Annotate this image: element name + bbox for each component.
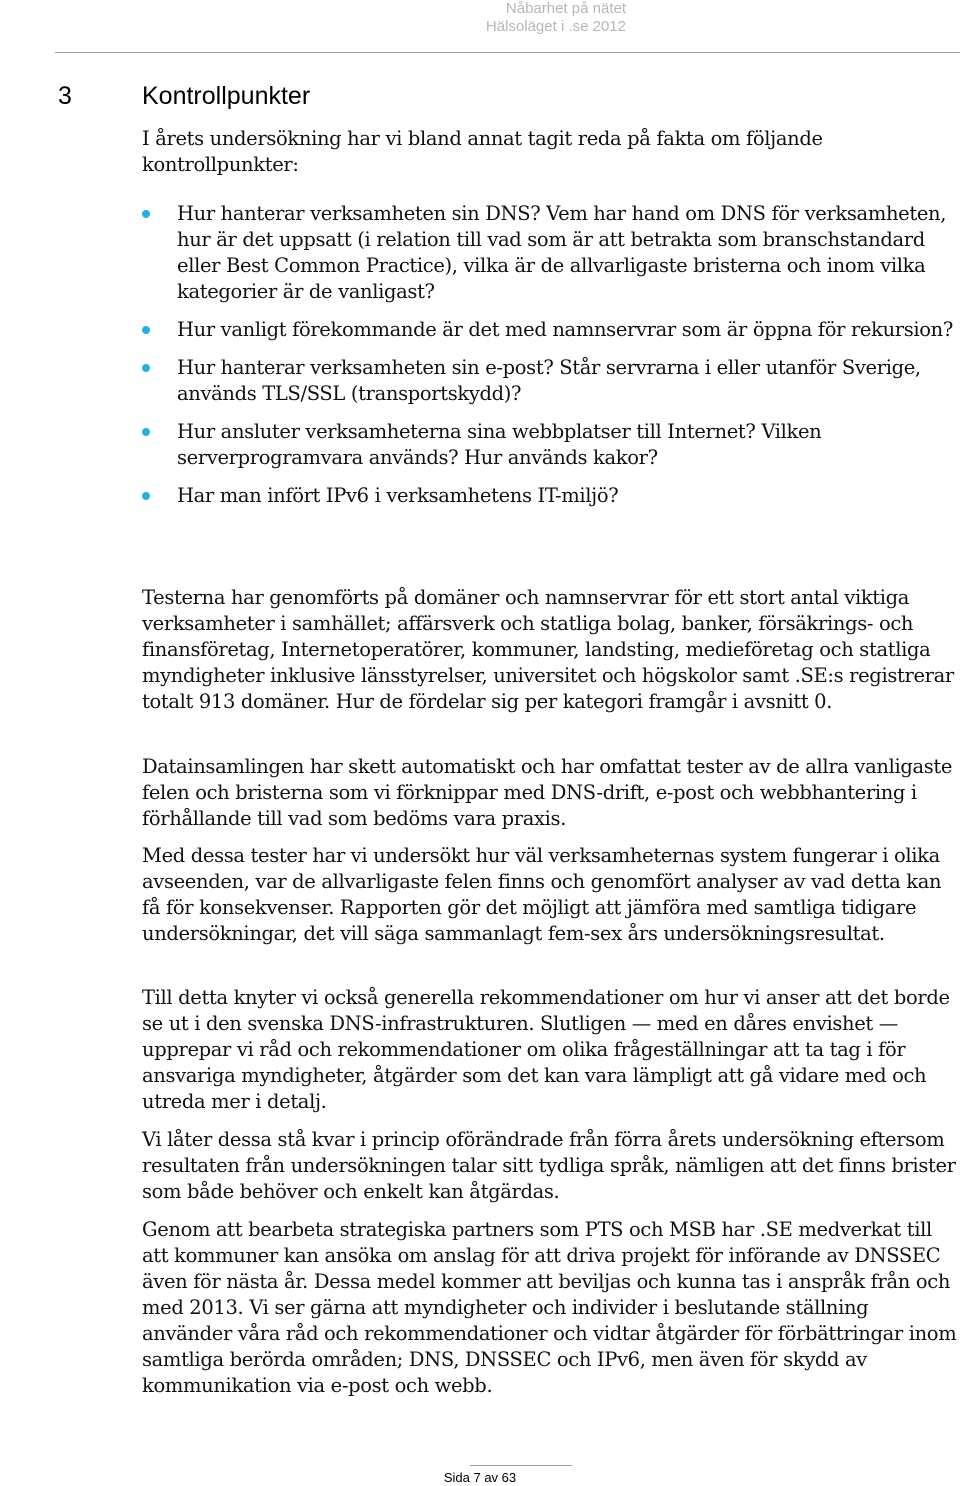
- list-item-text: Hur hanterar verksamheten sin e-post? Står servrarna i eller utanför Sverige, används TLS/SSL (transportskydd)?: [177, 356, 921, 405]
- page-number: Sida 7 av 63: [443, 1470, 517, 1485]
- checkpoint-list: [142, 201, 957, 521]
- list-item: [142, 201, 957, 305]
- bullet-icon: [142, 364, 150, 372]
- header-divider: [55, 52, 960, 53]
- bullet-icon: [142, 428, 150, 436]
- list-item: [142, 355, 957, 407]
- section-number: 3: [58, 82, 72, 110]
- list-item-text: Har man infört IPv6 i verksamhetens IT-miljö?: [177, 484, 619, 507]
- footer-divider: [470, 1465, 572, 1466]
- body-paragraph: Med dessa tester har vi undersökt hur väl verksamheternas system fungerar i olika avseenden, var de allvarligaste felen finns och genomfört analyser av vad detta kan få för konsekvenser. Rapporten gör det möjligt att jämföra med samtliga tidigare undersökningar, det vill säga sammanlagt fem-sex års undersökningsresultat.: [142, 844, 942, 945]
- section-heading: [58, 78, 948, 114]
- body-paragraph: Datainsamlingen har skett automatiskt och har omfattat tester av de allra vanligaste felen och bristerna som vi förknippar med DNS-drift, e-post och webbhantering i förhållande till vad som bedöms vara praxis.: [142, 755, 953, 830]
- list-item: [142, 317, 957, 343]
- body-paragraph: Testerna har genomförts på domäner och namnservrar för ett stort antal viktiga verksamheter i samhället; affärsverk och statliga bolag, banker, försäkrings- och finansföretag, Internetoperatörer, kommuner, landsting, medieföretag och statliga myndigheter inklusive länsstyrelser, universitet och högskolor samt .SE:s registrerar totalt 913 domäner. Hur de fördelar sig per kategori framgår i avsnitt 0.: [142, 586, 954, 713]
- list-item-text: Hur ansluter verksamheterna sina webbplatser till Internet? Vilken serverprogramvara används? Hur används kakor?: [177, 420, 822, 469]
- section-title: Kontrollpunkter: [142, 82, 311, 110]
- header-subtitle: Hälsoläget i .se 2012: [485, 18, 626, 35]
- list-item: [142, 419, 957, 471]
- body-paragraph: Vi låter dessa stå kvar i princip oförändrade från förra årets undersökning eftersom resultaten från undersökningen talar sitt tydliga språk, nämligen att det finns brister som både behöver och enkelt kan åtgärdas.: [142, 1128, 956, 1203]
- intro-paragraph: I årets undersökning har vi bland annat tagit reda på fakta om följande kontrollpunkter:: [142, 127, 823, 176]
- running-header: [486, 0, 626, 36]
- list-item-text: Hur hanterar verksamheten sin DNS? Vem har hand om DNS för verksamheten, hur är det uppsatt (i relation till vad som är att betrakta som branschstandard eller Best Common Practice), vilka är de allvarligaste bristerna och inom vilka kategorier är de vanligast?: [177, 202, 947, 303]
- body-paragraph: Genom att bearbeta strategiska partners som PTS och MSB har .SE medverkat till att kommuner kan ansöka om anslag för att driva projekt för införande av DNSSEC även för nästa år. Dessa medel kommer att beviljas och kunna tas i anspråk från och med 2013. Vi ser gärna att myndigheter och individer i beslutande ställning använder våra råd och rekommendationer och vidtar åtgärder för förbättringar inom samtliga berörda områden; DNS, DNSSEC och IPv6, men även för skydd av kommunikation via e-post och webb.: [142, 1218, 957, 1397]
- bullet-icon: [142, 210, 150, 218]
- body-paragraph: Till detta knyter vi också generella rekommendationer om hur vi anser att det borde se ut i den svenska DNS-infrastrukturen. Slutligen — med en dåres envishet — upprepar vi råd och rekommendationer om olika frågeställningar att ta tag i för ansvariga myndigheter, åtgärder som det kan vara lämpligt att gå vidare med och utreda mer i detalj.: [142, 986, 950, 1113]
- list-item-text: Hur vanligt förekommande är det med namnservrar som är öppna för rekursion?: [177, 318, 953, 341]
- bullet-icon: [142, 326, 150, 334]
- bullet-icon: [142, 492, 150, 500]
- header-title: Nåbarhet på nätet: [505, 0, 626, 17]
- list-item: [142, 483, 957, 509]
